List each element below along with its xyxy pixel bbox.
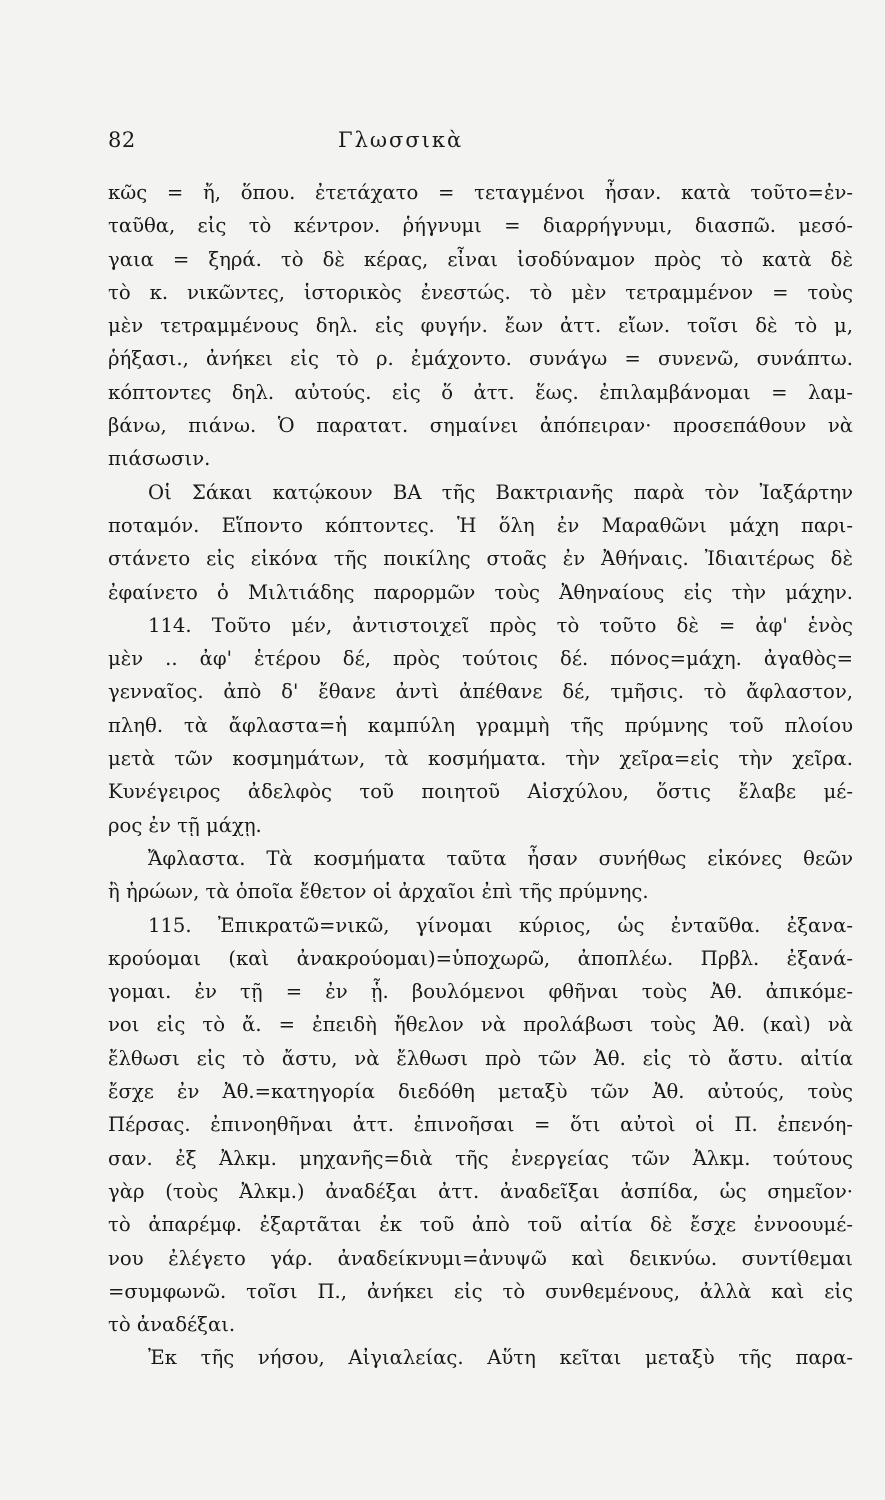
text-line: γομαι. ἐν τῇ = ἐν ᾗ. βουλόμενοι φθῆναι τοὺς Ἀθ. ἀπικόμε- <box>108 980 853 1004</box>
text-line: τὸ κ. νικῶντες, ἱστορικὸς ἐνεστώς. τὸ μὲν τετραμμένον = τοὺς <box>108 280 853 304</box>
text-line: Ἐκ τῆς νήσου, Αἰγιαλείας. Αὕτη κεῖται μεταξὺ τῆς παρα- <box>148 1346 853 1370</box>
text-line: νου ἐλέγετο γάρ. ἀναδείκνυμι=ἀνυψῶ καὶ δεικνύω. συντίθεμαι <box>108 1246 853 1270</box>
text-line: γενναῖος. ἀπὸ δ' ἔθανε ἀντὶ ἀπέθανε δέ, τμῆσις. τὸ ἄφλαστον, <box>108 680 853 704</box>
page-header <box>108 128 853 168</box>
body-text <box>108 176 853 1375</box>
text-line: ἐφαίνετο ὁ Μιλτιάδης παρορμῶν τοὺς Ἀθηναίους εἰς τὴν μάχην. <box>108 580 853 604</box>
text-line: γὰρ (τοὺς Ἀλκμ.) ἀναδέξαι ἀττ. ἀναδεῖξαι ἀσπίδα, ὡς σημεῖον· <box>108 1179 853 1203</box>
text-line: Πέρσας. ἐπινοηθῆναι ἀττ. ἐπινοῆσαι = ὅτι αὐτοὶ οἱ Π. ἐπενόη- <box>108 1113 853 1137</box>
text-line: Κυνέγειρος ἀδελφὸς τοῦ ποιητοῦ Αἰσχύλου, ὅστις ἔλαβε μέ- <box>108 780 853 804</box>
section-heading-115: 115. Ἐπικρατῶ=νικῶ, γίνομαι κύριος, ὡς ἐνταῦθα. ἐξανα- <box>148 913 853 937</box>
text-line: ρος ἐν τῇ μάχῃ. <box>108 813 262 837</box>
text-line: νοι εἰς τὸ ἄ. = ἐπειδὴ ἤθελον νὰ προλάβωσι τοὺς Ἀθ. (καὶ) νὰ <box>108 1013 853 1037</box>
text-line: ἔσχε ἐν Ἀθ.=κατηγορία διεδόθη μεταξὺ τῶν Ἀθ. αὐτούς, τοὺς <box>108 1080 853 1104</box>
text-line: κόπτοντες δηλ. αὐτούς. εἰς ὅ ἀττ. ἕως. ἐπιλαμβάνομαι = λαμ- <box>108 380 853 404</box>
text-line: Οἱ Σάκαι κατῴκουν ΒΑ τῆς Βακτριανῆς παρὰ τὸν Ἰαξάρτην <box>148 480 853 504</box>
text-line: ῥήξασι., ἀνήκει εἰς τὸ ρ. ἐμάχοντο. συνάγω = συνενῶ, συνάπτω. <box>108 347 853 371</box>
text-line: ποταμόν. Εἵποντο κόπτοντες. Ἡ ὅλη ἐν Μαραθῶνι μάχη παρι- <box>108 513 853 537</box>
text-line: στάνετο εἰς εἰκόνα τῆς ποικίλης στοᾶς ἐν Ἀθήναις. Ἰδιαιτέρως δὲ <box>108 547 853 571</box>
text-line: ἢ ἡρώων, τὰ ὁποῖα ἔθετον οἱ ἀρχαῖοι ἐπὶ τῆς πρύμνης. <box>108 880 649 904</box>
text-line: γαια = ξηρά. τὸ δὲ κέρας, εἶναι ἰσοδύναμον πρὸς τὸ κατὰ δὲ <box>108 247 853 271</box>
text-line: ἔλθωσι εἰς τὸ ἄστυ, νὰ ἔλθωσι πρὸ τῶν Ἀθ. εἰς τὸ ἄστυ. αἰτία <box>108 1046 853 1070</box>
section-heading-114: 114. Τοῦτο μέν, ἀντιστοιχεῖ πρὸς τὸ τοῦτο δὲ = ἀφ' ἑνὸς <box>148 613 853 637</box>
text-line: βάνω, πιάνω. Ὁ παρατατ. σημαίνει ἀπόπειραν· προσεπάθουν νὰ <box>108 414 853 438</box>
text-line: =συμφωνῶ. τοῖσι Π., ἀνήκει εἰς τὸ συνθεμένους, ἀλλὰ καὶ εἰς <box>108 1279 853 1303</box>
text-line: τὸ ἀπαρέμφ. ἐξαρτᾶται ἐκ τοῦ ἀπὸ τοῦ αἰτία δὲ ἔσχε ἐννοουμέ- <box>108 1213 853 1237</box>
text-line: Ἄφλαστα. Τὰ κοσμήματα ταῦτα ἦσαν συνήθως εἰκόνες θεῶν <box>148 846 853 870</box>
text-line: κρούομαι (καὶ ἀνακρούομαι)=ὑποχωρῶ, ἀποπλέω. Πρβλ. ἐξανά- <box>108 946 853 970</box>
text-line: μὲν .. ἀφ' ἑτέρου δέ, πρὸς τούτοις δέ. πόνος=μάχη. ἀγαθὸς= <box>108 647 853 671</box>
text-line: ταῦθα, εἰς τὸ κέντρον. ῥήγνυμι = διαρρήγνυμι, διασπῶ. μεσό- <box>108 214 853 238</box>
running-title: Γλωσσικὰ <box>338 128 464 152</box>
page-number: 82 <box>108 128 136 152</box>
book-page <box>108 128 853 1375</box>
text-line: σαν. ἐξ Ἀλκμ. μηχανῆς=διὰ τῆς ἐνεργείας τῶν Ἀλκμ. τούτους <box>108 1146 853 1170</box>
text-line: μὲν τετραμμένους δηλ. εἰς φυγήν. ἔων ἀττ. εἴων. τοῖσι δὲ τὸ μ, <box>108 314 853 338</box>
text-line: κῶς = ἤ, ὅπου. ἐτετάχατο = τεταγμένοι ἦσαν. κατὰ τοῦτο=ἐν- <box>108 181 853 204</box>
text-line: μετὰ τῶν κοσμημάτων, τὰ κοσμήματα. τὴν χεῖρα=εἰς τὴν χεῖρα. <box>108 747 853 771</box>
text-line: τὸ ἀναδέξαι. <box>108 1313 236 1337</box>
text-line: πληθ. τὰ ἄφλαστα=ἡ καμπύλη γραμμὴ τῆς πρύμνης τοῦ πλοίου <box>108 713 853 737</box>
text-line: πιάσωσιν. <box>108 447 211 471</box>
